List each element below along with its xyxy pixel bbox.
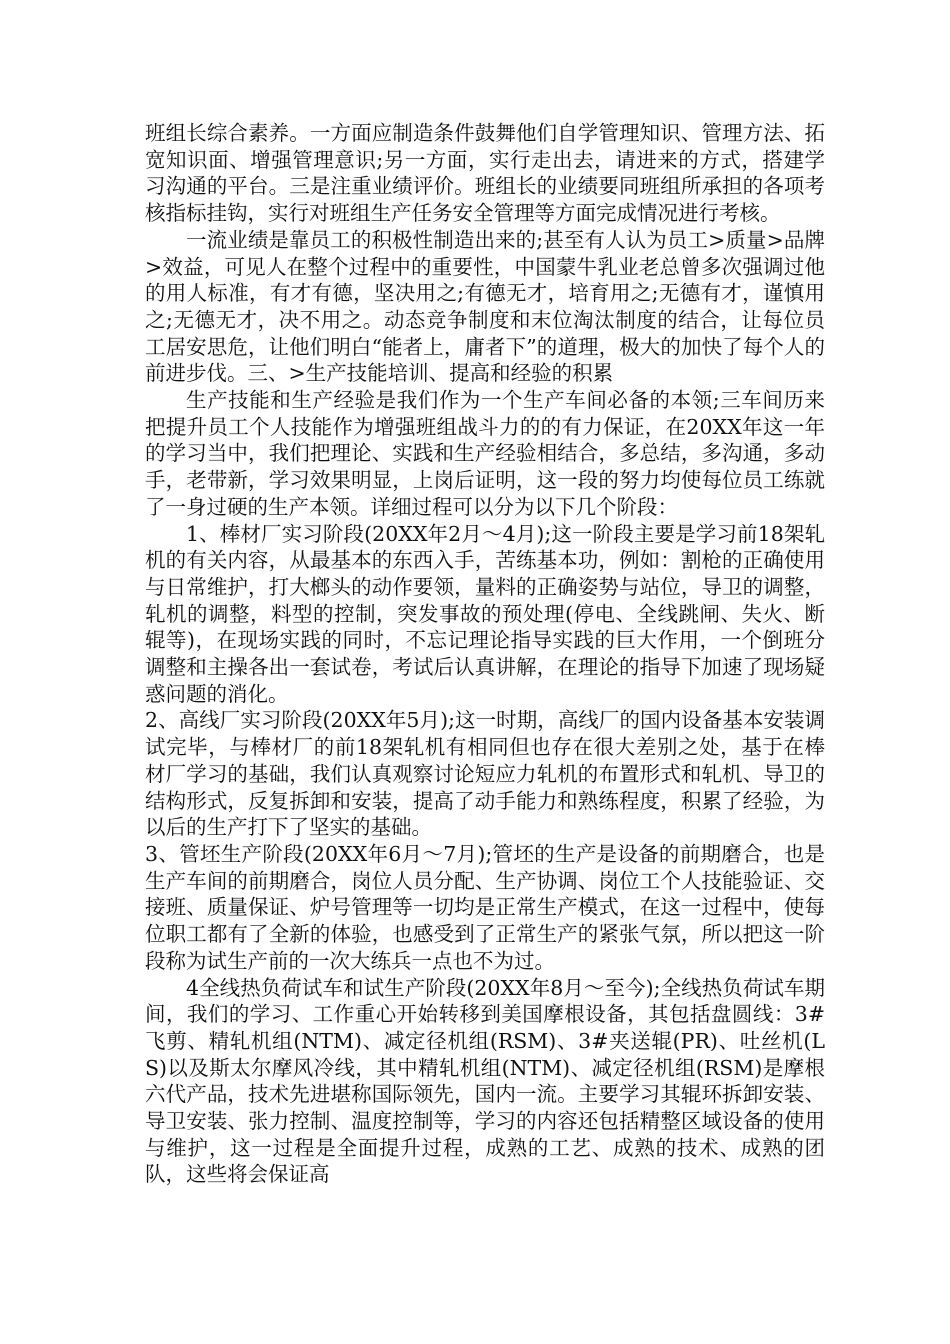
paragraph: 3、管坯生产阶段(20XX年6月～7月);管坯的生产是设备的前期磨合，也是生产车间的前期磨合，岗位人员分配、生产协调、岗位工个人技能验证、交接班、质量保证、炉号管理等一切均是正常生产模式，在这一过程中，使每位职工都有了全新的体验，也感受到了正常生产的紧张气氛，所以把这一阶段称为试生产前的一次大练兵一点也不为过。 xyxy=(145,841,825,973)
paragraph: 2、高线厂实习阶段(20XX年5月);这一时期，高线厂的国内设备基本安装调试完毕，与棒材厂的前18架轧机有相同但也存在很大差别之处，基于在棒材厂学习的基础，我们认真观察讨论短应力轧机的布置形式和轧机、导卫的结构形式，反复拆卸和安装，提高了动手能力和熟练程度，积累了经验，为以后的生产打下了坚实的基础。 xyxy=(145,708,825,840)
paragraph: 1、棒材厂实习阶段(20XX年2月～4月);这一阶段主要是学习前18架轧机的有关内容，从最基本的东西入手，苦练基本功，例如：割枪的正确使用与日常维护，打大榔头的动作要领，量料的正确姿势与站位，导卫的调整，轧机的调整，料型的控制，突发事故的预处理(停电、全线跳闸、失火、断辊等)，在现场实践的同时，不忘记理论指导实践的巨大作用，一个倒班分调整和主操各出一套试卷，考试后认真讲解，在理论的指导下加速了现场疑惑问题的消化。 xyxy=(145,521,825,706)
paragraph: 一流业绩是靠员工的积极性制造出来的;甚至有人认为员工>质量>品牌>效益，可见人在整个过程中的重要性，中国蒙牛乳业老总曾多次强调过他的用人标准，有才有德，坚决用之;有德无才，培育用之;无德有才，谨慎用之;无德无才，决不用之。动态竞争制度和末位淘汰制度的结合，让每位员工居安思危，让他们明白“能者上，庸者下”的道理，极大的加快了每个人的前进步伐。三、>生产技能培训、提高和经验的积累 xyxy=(145,227,825,386)
paragraph: 4全线热负荷试车和试生产阶段(20XX年8月～至今);全线热负荷试车期间，我们的学习、工作重心开始转移到美国摩根设备，其包括盘圆线：3#飞剪、精轧机组(NTM)、减定径机组(RSM)、3#夹送辊(PR)、吐丝机(LS)以及斯太尔摩风冷线，其中精轧机组(NTM)、减定径机组(RSM)是摩根六代产品，技术先进堪称国际领先，国内一流。主要学习其辊环拆卸安装、导卫安装、张力控制、温度控制等，学习的内容还包括精整区域设备的使用与维护，这一过程是全面提升过程，成熟的工艺、成熟的技术、成熟的团队，这些将会保证高 xyxy=(145,975,825,1187)
paragraph: 班组长综合素养。一方面应制造条件鼓舞他们自学管理知识、管理方法、拓宽知识面、增强管理意识;另一方面，实行走出去，请进来的方式，搭建学习沟通的平台。三是注重业绩评价。班组长的业绩要同班组所承担的各项考核指标挂钩，实行对班组生产任务安全管理等方面完成情况进行考核。 xyxy=(145,121,825,226)
document-body xyxy=(145,120,825,1188)
paragraph: 生产技能和生产经验是我们作为一个生产车间必备的本领;三车间历来把提升员工个人技能作为增强班组战斗力的的有力保证，在20XX年这一年的学习当中，我们把理论、实践和生产经验相结合，多总结，多沟通，多动手，老带新，学习效果明显，上岗后证明，这一段的努力均使每位员工练就了一身过硬的生产本领。详细过程可以分为以下几个阶段： xyxy=(145,388,825,519)
